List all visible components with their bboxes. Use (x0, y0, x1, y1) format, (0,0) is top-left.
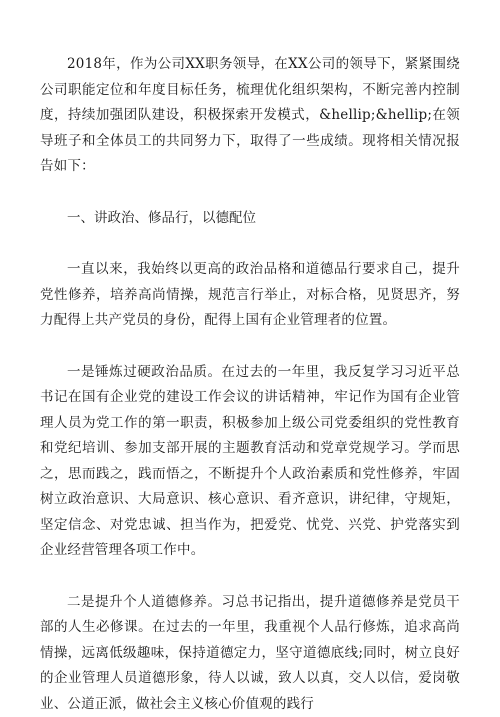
body-paragraph: 二是提升个人道德修养。习总书记指出，提升道德修养是党员干部的人生必修课。在过去的一年里，我重视个人品行修炼，追求高尚情操，远离低级趣味，保持道德定力，坚守道德底线;同时，树立良好的企业管理人员道德形象，待人以诚，致人以真，交人以信，爱岗敬业、公道正派，做社会主义核心价值观的践行 (40, 590, 460, 717)
paragraph-gap (40, 231, 460, 257)
paragraph-gap (40, 564, 460, 590)
paragraph-gap (40, 180, 460, 206)
body-paragraph: 一直以来，我始终以更高的政治品格和道德品行要求自己，提升党性修养，培养高尚情操，规范言行举止，对标合格，见贤思齐，努力配得上共产党员的身份，配得上国有企业管理者的位置。 (40, 257, 460, 334)
paragraph-gap (40, 334, 460, 360)
body-paragraph: 一是锤炼过硬政治品质。在过去的一年里，我反复学习习近平总书记在国有企业党的建设工作会议的讲话精神，牢记作为国有企业管理人员为党工作的第一职责，积极参加上级公司党委组织的党性教育和党纪培训、参加支部开展的主题教育活动和党章党规学习。学而思之，思而践之，践而悟之，不断提升个人政治素质和党性修养，牢固树立政治意识、大局意识、核心意识、看齐意识，讲纪律，守规矩，坚定信念、对党忠诚、担当作为，把爱党、忧党、兴党、护党落实到企业经营管理各项工作中。 (40, 360, 460, 564)
section-heading: 一、讲政治、修品行，以德配位 (40, 206, 460, 232)
intro-paragraph: 2018年，作为公司XX职务领导，在XX公司的领导下，紧紧围绕公司职能定位和年度目标任务，梳理优化组织架构，不断完善内控制度，持续加强团队建设，积极探索开发模式，&hellip;&hellip;在领导班子和全体员工的共同努力下，取得了一些成绩。现将相关情况报告如下： (40, 52, 460, 180)
